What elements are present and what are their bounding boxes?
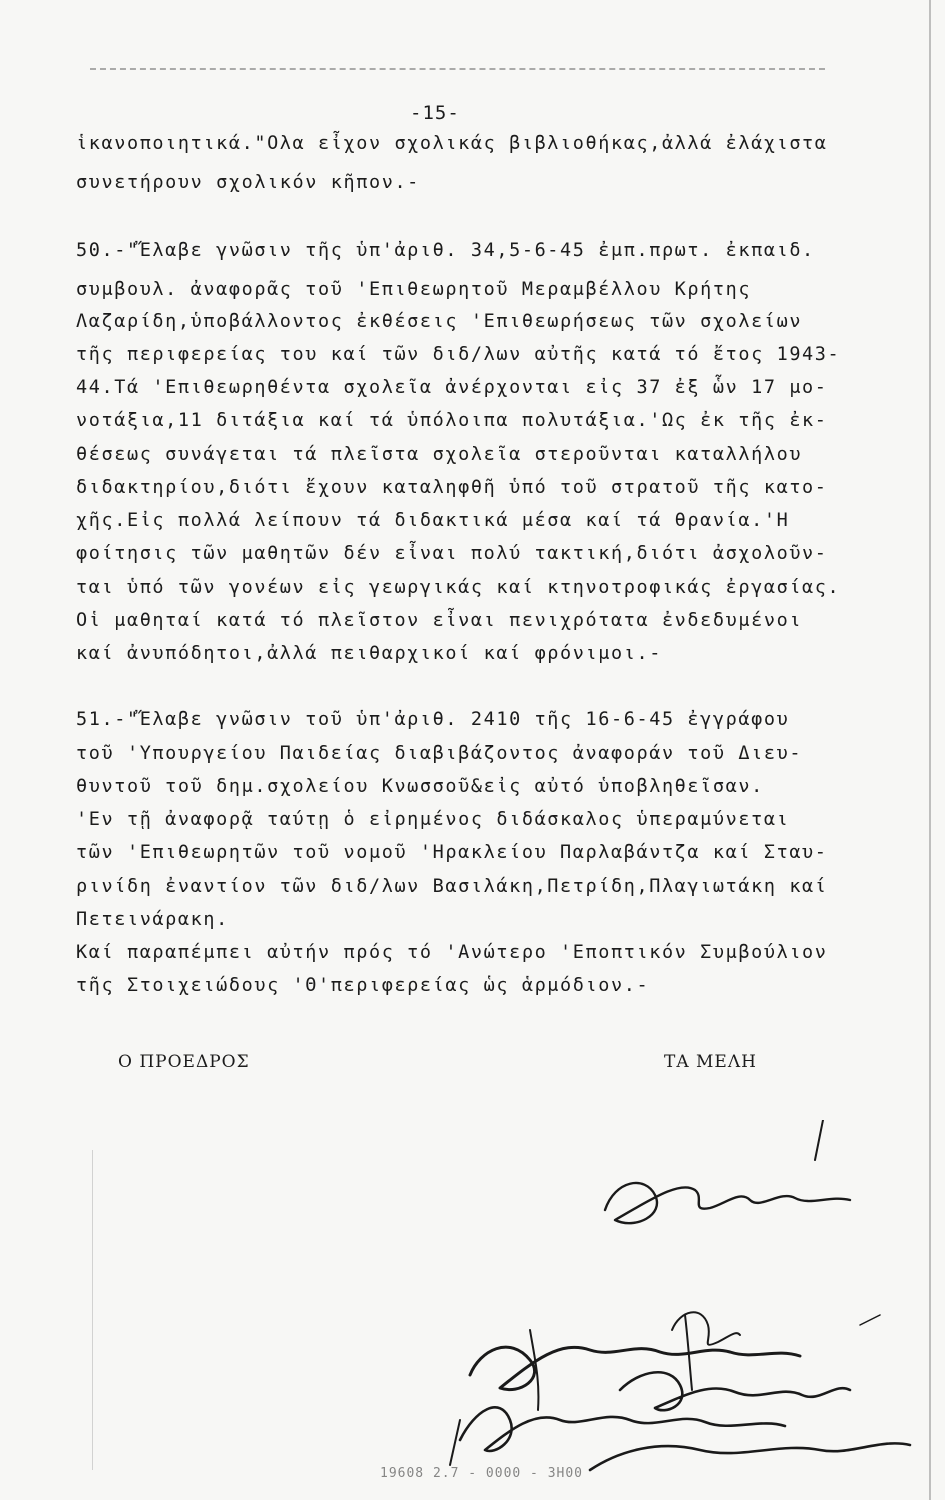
text-line: 50.-"Ἔλαβε γνῶσιν τῆς ὑπ'ἀριθ. 34,5-6-45 ἐμπ.πρωτ. ἐκπαιδ.	[76, 240, 815, 261]
print-footer: 19608 2.7 - 0000 - 3H00	[380, 1466, 584, 1481]
text-line: τῆς Στοιχειώδους 'Θ'περιφερείας ὡς ἁρμόδιον.-	[76, 975, 650, 996]
text-line: χῆς.Εἰς πολλά λείπουν τά διδακτικά μέσα καί τά θρανία.'Η	[76, 510, 790, 531]
handwritten-signatures	[440, 1120, 920, 1500]
margin-stamp	[2, 780, 42, 1500]
text-line: 'Εν τῇ ἀναφορᾷ ταύτῃ ὁ εἰρημένος διδάσκαλος ὑπεραμύνεται	[76, 809, 790, 830]
text-line: Λαζαρίδη,ὑποβάλλοντος ἐκθέσεις 'Επιθεωρήσεως τῶν σχολείων	[76, 311, 803, 332]
signature-divider	[92, 1150, 93, 1470]
president-label: Ο ΠΡΟΕΔΡΟΣ	[118, 1052, 250, 1072]
text-line: θέσεως συνάγεται τά πλεῖστα σχολεῖα στεροῦνται καταλλήλου	[76, 444, 803, 465]
text-line: 44.Τά 'Επιθεωρηθέντα σχολεῖα ἀνέρχονται εἰς 37 ἐξ ὧν 17 μο-	[76, 377, 828, 398]
text-line: φοίτησις τῶν μαθητῶν δέν εἶναι πολύ τακτική,διότι ἀσχολοῦν-	[76, 543, 828, 564]
text-line: συμβουλ. ἀναφορᾶς τοῦ 'Επιθεωρητοῦ Μεραμβέλλου Κρήτης	[76, 279, 752, 300]
text-line: καί ἀνυπόδητοι,ἀλλά πειθαρχικοί καί φρόνιμοι.-	[76, 643, 662, 664]
page-edge	[929, 0, 931, 1500]
text-line: Πετεινάρακη.	[76, 909, 229, 930]
text-line: θυντοῦ τοῦ δημ.σχολείου Κνωσσοῦ&εἰς αὐτό ὑποβληθεῖσαν.	[76, 776, 764, 797]
members-label: ΤΑ ΜΕΛΗ	[664, 1052, 757, 1072]
text-line: τοῦ 'Υπουργείου Παιδείας διαβιβάζοντος ἀναφοράν τοῦ Διευ-	[76, 743, 803, 764]
text-line: τῆς περιφερείας του καί τῶν διδ/λων αὐτῆς κατά τό ἔτος 1943-	[76, 344, 841, 365]
text-line: ρινίδη ἐναντίον τῶν διδ/λων Βασιλάκη,Πετρίδη,Πλαγιωτάκη καί	[76, 876, 828, 897]
text-line: νοτάξια,11 διτάξια καί τά ὑπόλοιπα πολυτάξια.'Ως ἐκ τῆς ἐκ-	[76, 410, 828, 431]
text-line: συνετήρουν σχολικόν κῆπον.-	[76, 172, 420, 193]
text-line: τῶν 'Επιθεωρητῶν τοῦ νομοῦ 'Ηρακλείου Παρλαβάντζα καί Σταυ-	[76, 842, 828, 863]
top-rule	[90, 68, 825, 70]
text-line: διδακτηρίου,διότι ἔχουν καταληφθῆ ὑπό τοῦ στρατοῦ τῆς κατο-	[76, 477, 828, 498]
text-line: ται ὑπό τῶν γονέων εἰς γεωργικάς καί κτηνοτροφικάς ἐργασίας.	[76, 577, 841, 598]
text-line: Οἱ μαθηταί κατά τό πλεῖστον εἶναι πενιχρότατα ἐνδεδυμένοι	[76, 610, 803, 631]
text-line: Καί παραπέμπει αὐτήν πρός τό 'Ανώτερο 'Εποπτικόν Συμβούλιον	[76, 942, 828, 963]
text-line: 51.-"Ἔλαβε γνῶσιν τοῦ ὑπ'ἀριθ. 2410 τῆς 16-6-45 ἐγγράφου	[76, 709, 790, 730]
page-number: -15-	[410, 102, 460, 124]
text-line: ἱκανοποιητικά."Ολα εἶχον σχολικάς βιβλιοθήκας,ἀλλά ἐλάχιστα	[76, 133, 828, 154]
